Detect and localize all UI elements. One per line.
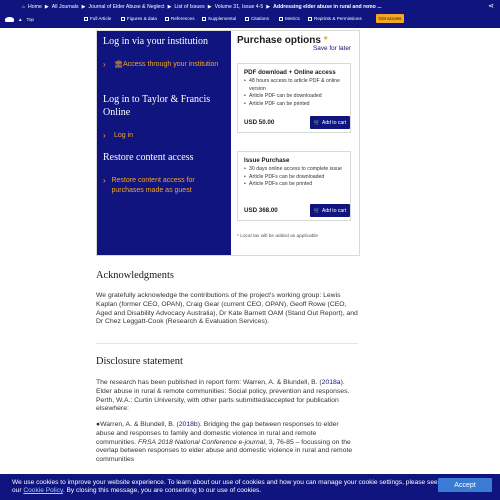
disclosure-text: ). Elder abuse in rural & remote communities: Social policy, prevention and responses. Perth, W.A.: Curtin University, with other parts submitted/accepted for publication elsewhere: (96, 379, 350, 413)
restore-access-link[interactable] (103, 176, 225, 196)
tax-note: * Local tax will be added as applicable (237, 234, 319, 239)
supplemental-icon (202, 17, 206, 21)
top-icon: ▲ (18, 16, 23, 22)
option-price: USD 368.00 (244, 207, 278, 214)
references-icon (165, 17, 169, 21)
option-feature: • Article PDF can be downloaded (244, 93, 348, 101)
figures-data-label: Figures & data (127, 16, 157, 21)
purchase-option-card (237, 63, 351, 133)
breadcrumb-list-of-issues[interactable]: List of Issues (174, 3, 205, 10)
references-link[interactable] (165, 16, 195, 21)
figures-data-link[interactable] (121, 16, 157, 21)
conference-title: FRSA 2018 National Conference e-journal (137, 438, 266, 446)
references-label: References (171, 16, 195, 21)
add-to-cart-button[interactable] (310, 116, 350, 129)
disclosure-paragraph-2 (96, 421, 358, 465)
cookie-message (12, 479, 442, 495)
option-feature: • 30 days online access to complete issue (244, 166, 348, 174)
access-panel (96, 30, 360, 256)
add-to-cart-button[interactable] (310, 204, 350, 217)
top-label: Top (26, 16, 34, 22)
disclosure-text: The research has been published in report form: Warren, A. & Blundell, B. ( (96, 379, 322, 386)
disclosure-text: , 3, 76-85 – focussing on the overlap between responses to elder abuse and domestic violence in rural and remote communities (96, 438, 353, 464)
log-in-link[interactable] (103, 131, 133, 141)
chevron-right-icon: › (103, 176, 106, 185)
breadcrumb-separator: ▶ (167, 3, 172, 10)
breadcrumb (22, 2, 382, 11)
purchase-options-panel (231, 31, 359, 255)
purchase-options-label: Purchase options (237, 35, 321, 46)
add-to-cart-label: Add to cart (322, 119, 347, 126)
document-icon (84, 17, 88, 21)
breadcrumb-separator: ▶ (44, 3, 49, 10)
cart-icon: 🛒 (313, 119, 321, 126)
breadcrumb-journal[interactable]: Journal of Elder Abuse & Neglect (88, 3, 165, 10)
supplemental-link[interactable] (202, 16, 236, 21)
option-feature: • Article PDF can be printed (244, 101, 348, 109)
save-for-later-link[interactable]: Save for later (313, 45, 352, 52)
accept-cookies-button[interactable]: Accept (438, 478, 492, 492)
option-title: PDF download + Online access (244, 69, 336, 76)
purchase-option-card (237, 151, 351, 221)
institution-building-icon: 🏛 (114, 61, 123, 68)
login-panel (97, 31, 231, 255)
cart-icon: 🛒 (313, 207, 321, 214)
option-feature: • Article PDFs can be printed (244, 181, 348, 189)
add-to-cart-label: Add to cart (322, 207, 347, 214)
log-in-label: Log in (114, 132, 134, 139)
institution-link-label: Access through your institution (123, 61, 219, 68)
breadcrumb-all-journals[interactable]: All Journals (51, 3, 79, 10)
cookie-banner (0, 474, 500, 500)
option-title: Issue Purchase (244, 157, 290, 164)
reprints-permissions-link[interactable] (308, 16, 362, 21)
full-article-link[interactable] (84, 16, 111, 21)
metrics-label: Metrics (285, 16, 300, 21)
metrics-icon (279, 17, 283, 21)
breadcrumb-separator: ▶ (207, 3, 212, 10)
option-price: USD 50.00 (244, 119, 275, 126)
section-divider (96, 343, 358, 344)
option-feature: • Article PDFs can be downloaded (244, 174, 348, 182)
chevron-right-icon: › (103, 60, 106, 69)
cookie-policy-link[interactable]: Cookie Policy (23, 487, 63, 494)
restore-access-label: Restore content access for purchases made as guest (111, 177, 195, 194)
taylor-francis-login-heading: Log in to Taylor & Francis Online (103, 94, 211, 118)
asterisk-icon: * (323, 35, 328, 46)
breadcrumb-separator: ▶ (266, 3, 271, 10)
back-to-top[interactable] (5, 14, 35, 24)
breadcrumb-home[interactable]: Home (28, 3, 42, 10)
disclosure-text: ). Bridging the gap between responses to elder abuse and responses to family and domestic violence in rural and remote communities. (96, 421, 339, 446)
citations-label: Citations (251, 16, 269, 21)
citations-link[interactable] (245, 16, 269, 21)
permissions-icon (308, 17, 312, 21)
breadcrumb-volume[interactable]: Volume 31, Issue 4-5 (214, 3, 264, 10)
top-navigation-bar (0, 0, 500, 28)
access-through-institution-link[interactable] (103, 60, 225, 70)
full-article-label: Full Article (90, 16, 112, 21)
breadcrumb-separator: ▶ (81, 3, 86, 10)
share-icon[interactable]: ⋖ (488, 3, 494, 10)
institution-login-heading: Log in via your institution (103, 36, 208, 47)
disclosure-text: ●Warren, A. & Blundell, B. ( (96, 421, 179, 428)
institution-link-text-wrap (114, 60, 218, 70)
figures-icon (121, 17, 125, 21)
reprints-permissions-label: Reprints & Permissions (314, 16, 362, 21)
acknowledgments-heading: Acknowledgments (96, 270, 174, 281)
acknowledgments-text: We gratefully acknowledge the contributions of the project's working group: Lewis Kaplan (former CEO, OPAN), Craig Gear (current CEO, OPAN), Geoff Rowe (CEO, Aged and Disability Advocacy Australia), Dr Kate Barnett OAM (Stand Out Report), and Dr Chez Leggatt-Cook (Research & Evaluation Services). (96, 292, 358, 326)
cookie-text: . By closing this message, you are consenting to our use of cookies. (62, 487, 262, 494)
option-feature-list (244, 78, 348, 108)
option-feature: • 48 hours access to article PDF & online version (244, 78, 348, 93)
option-feature-list (244, 166, 348, 189)
breadcrumb-current-article: Addressing elder abuse in rural and remo ... (273, 3, 382, 10)
disclosure-heading: Disclosure statement (96, 356, 183, 367)
reference-link-2018b[interactable]: 2018b (178, 421, 198, 428)
reference-link-2018a[interactable]: 2018a (321, 379, 341, 386)
restore-access-heading: Restore content access (103, 152, 194, 163)
supplemental-label: Supplemental (208, 16, 237, 21)
get-access-button[interactable]: Get access (376, 14, 404, 23)
cookie-text: We use cookies to improve your website experience. To learn about our use of cookies and how you can manage your cookie settings, please see our (12, 479, 438, 494)
metrics-link[interactable] (279, 16, 300, 21)
chevron-right-icon: › (103, 131, 106, 140)
citations-icon (245, 17, 249, 21)
publisher-logo-icon (5, 17, 14, 22)
disclosure-paragraph-1 (96, 379, 358, 414)
home-icon: ⌂ (22, 3, 26, 10)
